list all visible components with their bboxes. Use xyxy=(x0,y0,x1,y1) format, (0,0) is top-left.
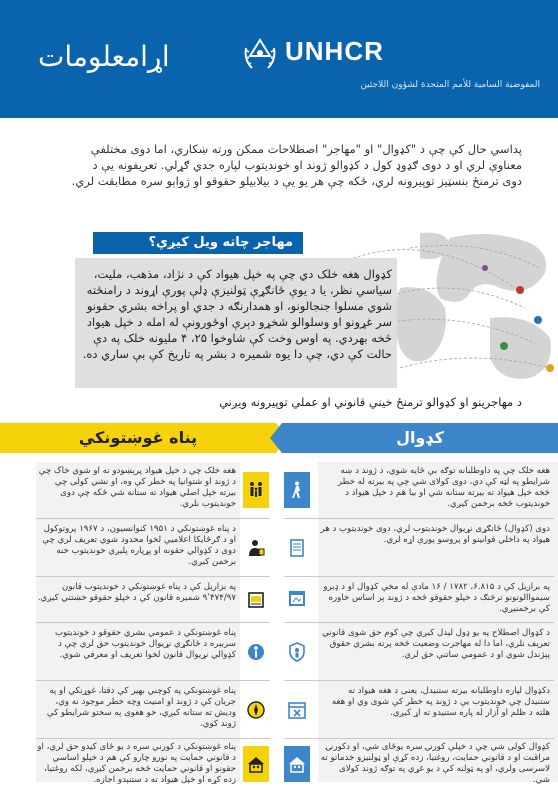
right-row-text: دکډوال لپاره داوطلبانه بیرته ستنیدل، یعنی د هغه هیواد ته ستنیدل چې خوندیتوب یې د ژوند په خطر کې شوی وي او هغه هلته د ظلم او آزار له پاره ستنیدو ته اړ کیږي. xyxy=(331,686,550,718)
unhcr-logo-text: UNHCR xyxy=(285,36,384,66)
house-family-icon xyxy=(243,746,269,782)
intro-paragraph: پداسي حال کې چې د "کډوال" او "مهاجر" اصطلاحات ممکن ورته ښکاري، اما دوی مختلفې معناوې لري او د دوی ګډوډ کول د کډوالو ژوند او خوندیتوب لپاره جدي ګړلي. تعریفونه یې د دوی ترمنځ بنسټیز توپيرونه لري، ځکه چې هر یو یې د بیلابیلو حقوقو او ژواېو سره مطابقت لري. xyxy=(71,142,522,188)
right-row-text: د کډوال اصطلاح په یو ډول لیدل کیږي چې کوم حق شوی قانوني تعریف نلري، اما دا له مهاجرت وضعیت څخه پرته بشري حقوق پېژندل شوي او د عمومي ساتنې حق لري. xyxy=(322,628,550,660)
header-banner xyxy=(0,0,558,118)
column-heading-asylum-seekers: پناه غوښتونکي xyxy=(0,423,276,453)
page-title: اړامعلومات xyxy=(38,40,170,73)
heading-arrow-right xyxy=(270,423,282,453)
left-row-text: په بزاریل کې د پناه غوښتونکي د خوندیتوب قانون ۹٬۴۷۴/۹۷ شمیره قانون کې د خپلو حقوقو خښتني کیږي. xyxy=(37,582,236,603)
person-document-icon xyxy=(243,530,269,566)
person-balance-icon xyxy=(243,634,269,670)
row-divider xyxy=(284,622,554,623)
right-row-text: هغه خلک چې په داوطلبانه توګه بې ځایه شوي، د ژوند د ښه شرایطو په لټه کې دي، دوی کولای شي چې په بیرته له خطر څخه خپل هیواد ته بیرته ستانه شي او بیا هم د خپل هیواد د خوندیتوب څخه برخمن کیږي. xyxy=(337,466,550,509)
right-row-text: په برازیل کې د ۶.۸۱۵، ۱۷۸۲ / ۱۶ مادې له مخې کډوال او د ډیرو سیمواالوتونو ترڅنګ د خپلو حقوقو څخه د ژوند پر اساس خاوره کې برخمنيږي. xyxy=(323,582,550,614)
row-divider xyxy=(284,680,554,681)
row-divider xyxy=(36,518,270,519)
calendar-x-icon xyxy=(284,692,310,728)
calendar-book-icon xyxy=(243,582,269,618)
calendar-icon xyxy=(284,580,310,616)
left-row-text: د پناه غوښتونکي د ۱۹۵۱ کنوانسیون، د ۱۹۶۷ پروتوکول او د ګرځایکا اعلامیې لخوا محدود شوي تعریف لري چې دوی د کډوالي حقونه او پړپاره پلیږي خوندیتوب خنه برخمن کیږي. xyxy=(42,524,236,567)
header-subtitle: المفوضية السامية للأمم المتحدة لشؤون اللاجئين xyxy=(360,80,540,90)
walking-person-icon xyxy=(284,472,310,508)
row-divider xyxy=(36,622,270,623)
shield-person-icon xyxy=(284,634,310,670)
row-divider xyxy=(284,518,554,519)
legal-differences-line: د مهاجرينو او کډوالو ترمنځ خیني قانوني او عملي توپيرونه ویږني xyxy=(219,395,522,409)
right-row-text: کډوال کولی شي چې د خپلې کورنۍ سره یوځای شي، او دکورنۍ مراقبت او د قانوني حمایت، روغتیا، زده کړې او ټولنیزو خدماتو ته لاسرسی ولري، او په ټولنه کې د یو غړي په توګه ژوند کولای شي. xyxy=(320,742,550,784)
row-divider xyxy=(284,576,554,577)
family-house-icon xyxy=(284,746,310,782)
right-row-text: دوی (کډوال) ځانګړی نړیوال خوندیتوب لري، دوی خوندیتوب د هر هیواد په داخلي قوانینو او پروسو پورې اړه لري. xyxy=(320,524,550,545)
document-list-icon xyxy=(284,530,310,566)
row-divider xyxy=(36,738,270,739)
section-heading-question: مهاجر چاته ویل کیږي؟ xyxy=(93,232,303,254)
left-row-text: پناه غوښتونکي د عمومي بشري حقوقو د خوندیتوب سربېره د ځانګړي نړیوال خوندیتوب حق لري چې د کډوالي نړیوال قانون لخوا تعریف او معرفي شوي. xyxy=(55,628,236,660)
row-divider xyxy=(36,680,270,681)
left-row-text: هغه خلک چې د خپل هیواد پرېښودو نه او شوي خاک چې د ژوند او شتوانیا په خطر کې وه، او نشي کولی چې بیرته خپل اصلي هیواد ته ستانه شي ځکه چې دوی خوندیتوب نلري. xyxy=(38,466,236,509)
left-row-text: پناه غوښتونکي د کورني سره د یو ځای کیدو حق لري، او د قانوني حمایت په نورو چارو کې هم د خپلو اساسي حقونو او قانوني حمایت څخه برخمن کیږي، لکه روغتیا، زده کړه او خپل هیواد ته د ستنېدو اجازه. xyxy=(37,742,236,784)
column-heading-refugees: کډوال xyxy=(282,423,558,453)
family-walking-icon xyxy=(243,472,269,508)
definition-text: کډوال هغه خلک دي چې په خپل هیواد کې د نژاد، مذهب، ملیت، سیاسي نظر، یا د یوې ځانګړې ټولنیزې ډلې پورې اړوند د رامنځته شوي مسلوا جنجالونو، او همدارنګه د جدي او پراخه بشري حقونو سر غړونو او وسلوالو شخړو دېرې اوځورونې له امله د خپل هیواد څخه بهردي. په اوس وخت کې شاوخوا ۲۵، ۴ مليونه خلک په دې حالت کې دي، چې دا یوه شمیره د بشر په تاریخ کې بې ساري ده. xyxy=(82,267,392,361)
row-divider xyxy=(36,576,270,577)
compass-icon xyxy=(243,692,269,728)
left-row-text: پناه غوښتونکي په کوچني بهیر کې دقتا، غوړنکي او په جریان کې د ژوند او امنیت وچه خطر موجود نه وي، ودیش ته ستانه کیږي، خو هغوی په سختو شرایطو کې ژوند کوي. xyxy=(46,686,236,729)
unhcr-emblem-icon xyxy=(240,34,280,74)
row-divider xyxy=(284,738,554,739)
